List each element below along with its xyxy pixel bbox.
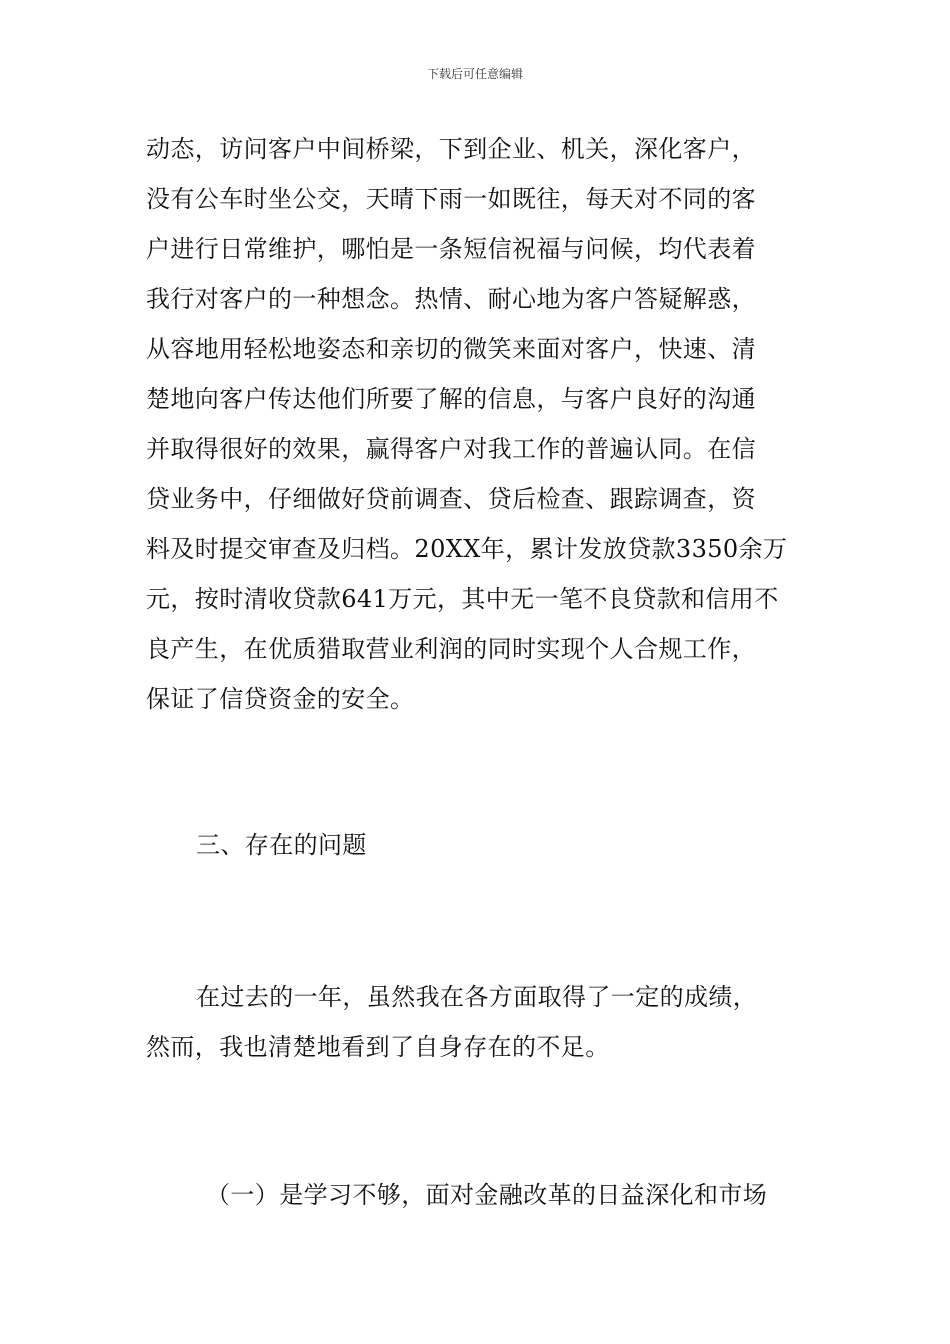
text-line: 料及时提交审查及归档。20XX年，累计发放贷款3350余万 [146,535,788,563]
text-line: 元，按时清收贷款641万元，其中无一笔不良贷款和信用不 [146,585,779,613]
text-line: 保证了信贷资金的安全。 [146,685,415,713]
section-heading: 三、存在的问题 [196,831,367,859]
page-header: 下载后可任意编辑 [426,67,523,81]
text-line: 我行对客户的一种想念。热情、耐心地为客户答疑解惑， [146,285,756,313]
text-line: 并取得很好的效果，赢得客户对我工作的普遍认同。在信 [146,435,756,463]
text-line: 然而，我也清楚地看到了自身存在的不足。 [146,1033,610,1061]
text-line: 动态，访问客户中间桥梁，下到企业、机关，深化客户， [146,135,756,163]
text-line: 贷业务中，仔细做好贷前调查、贷后检查、跟踪调查，资 [146,485,756,513]
text-line: 没有公车时坐公交，天晴下雨一如既往，每天对不同的客 [146,185,756,213]
text-line: 楚地向客户传达他们所要了解的信息，与客户良好的沟通 [146,385,756,413]
text-line: 在过去的一年，虽然我在各方面取得了一定的成绩， [196,983,758,1011]
text-line: 良产生，在优质猎取营业利润的同时实现个人合规工作， [146,635,756,663]
text-line: 从容地用轻松地姿态和亲切的微笑来面对客户，快速、清 [146,335,756,363]
text-line: 户进行日常维护，哪怕是一条短信祝福与问候，均代表着 [146,235,756,263]
text-line: （一）是学习不够，面对金融改革的日益深化和市场 [206,1181,768,1209]
